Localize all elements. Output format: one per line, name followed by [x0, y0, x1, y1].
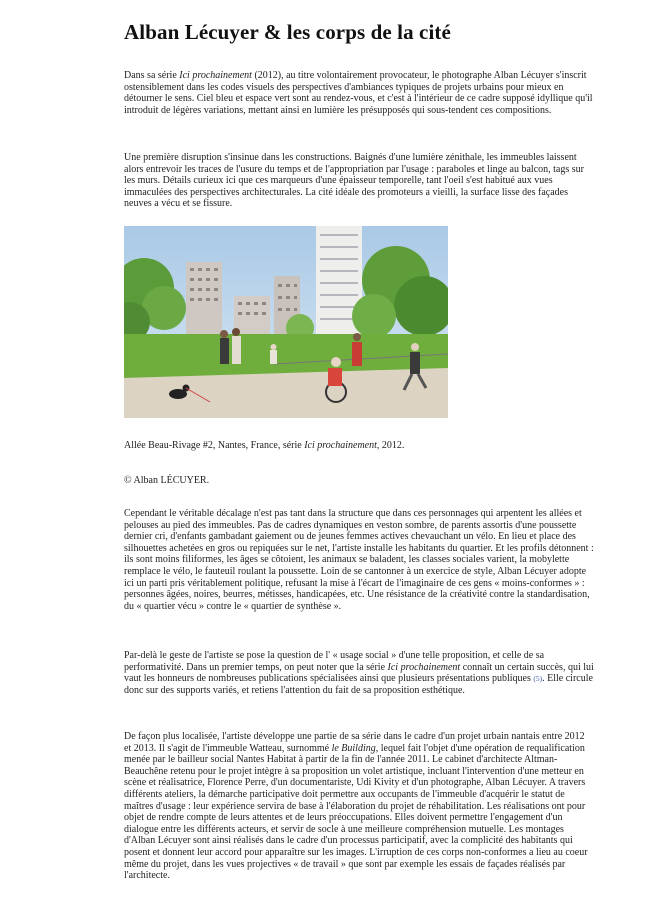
building-nickname: le Building	[331, 742, 376, 754]
photo-illustration	[124, 226, 448, 418]
paragraph-social-use-text-a: Par-delà le geste de l'artiste se pose la question de l' « usage social » d'une telle proposition, et celle de sa performativité. Dans un premier temps, on peut noter que la série	[124, 650, 545, 673]
paragraph-characters: Cependant le véritable décalage n'est pas tant dans la structure que dans ces personnages qui arpentent les allées et pelouses au pied des immeubles. Pas de cadres dynamiques en veston sombre, de parents assortis d'une poussette dernier cri, d'enfants gambadant gaiement ou de jeunes femmes actives chevauchant un vélo. En lieu et place des silhouettes achetées en gros ou repiquées sur le net, l'artiste installe les habitants du quartier. Et les profils détonnent : ils sont moins filiformes, les âges se côtoient, les animaux se baladent, les classes sociales varient, la mobylette remplace le vélo, le fauteuil roulant la poussette. Loin de se cantonner à un exercice de style, Alban Lécuyer adopte ici un parti pris véritablement politique, refusant la mise à l'écart de l'imaginaire de ces gens « moins-conformes » : personnes âgées, noires, beurres, métisses, handicapées, etc. Une résistance de la créativité contre la standardisation, du « quartier vécu » contre le « quartier de synthèse ».	[124, 508, 594, 612]
footnote-link[interactable]: (5)	[533, 674, 543, 684]
series-title-ref: Ici prochainement	[179, 70, 252, 81]
paragraph-social-use-text-c: connaît un certain succès, qui lui vaut les honneurs de nombreuses publications spécialisées ainsi que plusieurs présentations publiques	[124, 661, 594, 685]
tower-left	[186, 262, 222, 334]
photo-caption-text-c: , 2012.	[376, 440, 405, 451]
paragraph-intro	[124, 70, 594, 116]
bench-person	[270, 344, 277, 364]
paragraph-local-project	[124, 731, 594, 882]
street-photograph	[124, 226, 448, 418]
standing-man-red	[352, 333, 362, 366]
paragraph-intro-text-c: (2012), au titre volontairement provocateur, le photographe Alban Lécuyer s'inscrit ostensiblement dans les codes visuels des perspectives d'ambiances typiques de projets urbains pour mieux en détourner le sens. Ciel bleu et espace vert sont au rendez-vous, et c'est à l'intérieur de ce cadre supposé idyllique qu'il introduit de légères variations, mettant ainsi en lumière les présupposés qui sous-tendent ces compositions.	[124, 70, 593, 116]
series-title-ref-2: Ici prochainement	[387, 661, 461, 673]
photo-caption	[124, 440, 404, 451]
article-title: Alban Lécuyer & les corps de la cité	[124, 20, 451, 44]
paragraph-local-project-text-a: De façon plus localisée, l'artiste développe une partie de sa série dans le cadre d'un projet urbain nantais entre 2012 et 2013. Il s'agit de l'immeuble Watteau, surnommé	[124, 731, 585, 754]
photo-caption-text-a: Allée Beau-Rivage #2, Nantes, France, série	[124, 440, 305, 451]
paragraph-disruption: Une première disruption s'insinue dans les constructions. Baignés d'une lumière zénithale, les immeubles laissent alors entrevoir les traces de l'usure du temps et de l'appropriation par l'usage : paraboles et linge au balcon, tags sur les murs. Détails curieux ici que ces marqueurs d'une épaisseur temporelle, tant l'oeil s'est habitué aux vues immaculées des perspectives architecturales. La cité idéale des promoteurs a vieilli, la surface lisse des façades neuves a vécu et se fissure.	[124, 152, 584, 210]
paragraph-local-project-text-c: , lequel fait l'objet d'une opération de requalification menée par le bailleur social Nantes Habitat à partir de la fin de l'année 2011. Le cabinet d'architecte Altman-Beauchêne retenu pour le projet intègre à sa proposition un volet artistique, incluant l'intervention d'une metteur en scène et réalisatrice, Florence Perre, d'un documentariste, Udi Kivity et d'un photographe, Alban Lécuyer. A travers différents ateliers, la démarche participative doit permettre aux occupants de l'immeuble d'acquérir le statut de maîtres d'usage : leur expérience servira de base à l'élaboration du projet de réhabilitation. Les réalisations ont pour objet de rendre compte de leurs attentes et de leurs préoccupations. Elles doivent permettre l'engagement d'un dialogue entre les différents acteurs, et servir de socle à une meilleure compréhension mutuelle. Les montages d'Alban Lécuyer sont ainsi réalisés dans le cadre d'un processus participatif, avec la complicité des habitants qui posent et donnent leur accord pour apparaître sur les images. L'irruption de ces corps non-conformes a lieu au coeur même du projet, dans les vues projectives « de travail » que sont par exemple les essais de façades réalisés par l'architecte.	[124, 742, 588, 882]
paragraph-social-use	[124, 650, 594, 696]
photo-caption-series: Ici prochainement	[304, 440, 377, 451]
photo-copyright: © Alban LÉCUYER.	[124, 475, 210, 486]
paragraph-social-use-text-d: . Elle circule donc sur des supports variés, et retiens l'attention du fait de sa proposition esthétique.	[124, 673, 593, 696]
paragraph-intro-text-a: Dans sa série	[124, 70, 180, 81]
